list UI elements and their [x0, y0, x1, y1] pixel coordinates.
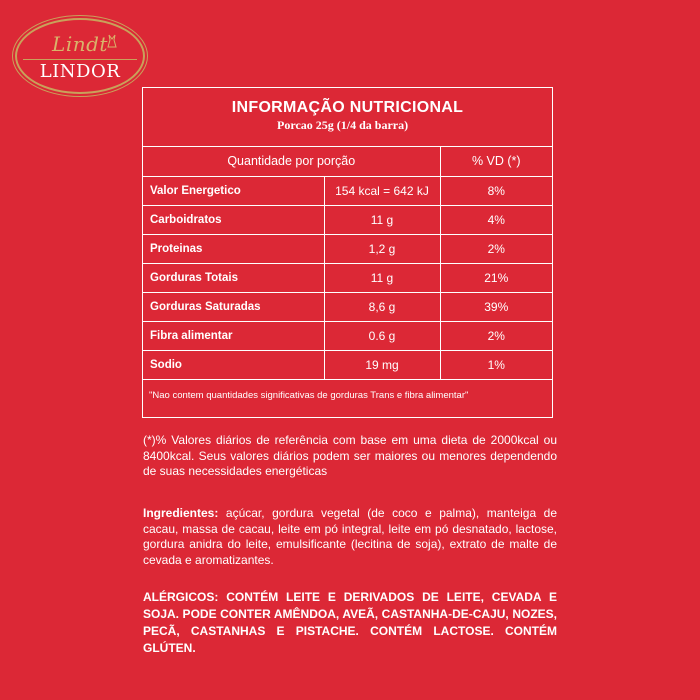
table-row	[143, 292, 552, 321]
nutrient-label: Sodio	[143, 350, 324, 379]
nutrient-vd: 2%	[440, 321, 552, 350]
table-row	[143, 263, 552, 292]
nutrient-label: Gorduras Saturadas	[143, 292, 324, 321]
table-row	[143, 350, 552, 379]
daily-value-note: (*)% Valores diários de referência com base em uma dieta de 2000kcal ou 8400kcal. Seus valores diários podem ser maiores ou menores dependendo de suas necessidades energéticas	[143, 433, 557, 478]
nutrient-quantity: 11 g	[324, 205, 440, 234]
nutrient-vd: 1%	[440, 350, 552, 379]
table-row	[143, 321, 552, 350]
nutrient-label: Valor Energetico	[143, 176, 324, 205]
logo-wordmark: LINDOR	[23, 59, 137, 82]
ingredients-text: açúcar, gordura vegetal (de coco e palma), manteiga de cacau, massa de cacau, leite em pó integral, leite em pó desnatado, lactose, gordura anidra do leite, emulsificante (lecitina de soja), extrato de malte de cevada e aromatizantes.	[143, 506, 557, 567]
nutrient-vd: 21%	[440, 263, 552, 292]
nutrient-label: Fibra alimentar	[143, 321, 324, 350]
ingredients-block	[143, 506, 557, 568]
table-row	[143, 234, 552, 263]
table-header-row	[143, 147, 552, 176]
nutrition-facts-panel	[142, 87, 553, 418]
nutrient-label: Gorduras Totais	[143, 263, 324, 292]
nutrient-vd: 8%	[440, 176, 552, 205]
nutrient-vd: 4%	[440, 205, 552, 234]
bunny-emblem-icon	[105, 34, 119, 48]
nutrient-quantity: 0.6 g	[324, 321, 440, 350]
nutrient-vd: 2%	[440, 234, 552, 263]
ingredients-label: Ingredientes:	[143, 506, 219, 520]
table-row	[143, 205, 552, 234]
serving-size: Porcao 25g (1/4 da barra)	[277, 118, 409, 132]
panel-title: INFORMAÇÃO NUTRICIONAL	[231, 99, 464, 116]
col-header-vd: % VD (*)	[440, 147, 552, 176]
panel-header	[143, 88, 552, 147]
col-header-quantity: Quantidade por porção	[143, 147, 440, 176]
logo-script-text: Lindt	[52, 32, 108, 56]
allergens-warning: ALÉRGICOS: CONTÉM LEITE E DERIVADOS DE LEITE, CEVADA E SOJA. PODE CONTER AMÊNDOA, AVEÃ, CASTANHA-DE-CAJU, NOZES, PECÃ, CASTANHAS E PISTACHE. CONTÉM LACTOSE. CONTÉM GLÚTEN.	[143, 590, 557, 655]
lindt-lindor-logo	[15, 18, 145, 94]
table-row	[143, 176, 552, 205]
nutrient-quantity: 8,6 g	[324, 292, 440, 321]
nutrient-vd: 39%	[440, 292, 552, 321]
nutrient-quantity: 154 kcal = 642 kJ	[324, 176, 440, 205]
nutrition-table	[143, 147, 552, 380]
trans-fat-footnote: "Nao contem quantidades significativas de gorduras Trans e fibra alimentar"	[149, 389, 469, 401]
nutrient-label: Carboidratos	[143, 205, 324, 234]
nutrient-quantity: 1,2 g	[324, 234, 440, 263]
nutrient-quantity: 19 mg	[324, 350, 440, 379]
nutrient-quantity: 11 g	[324, 263, 440, 292]
nutrient-label: Proteinas	[143, 234, 324, 263]
